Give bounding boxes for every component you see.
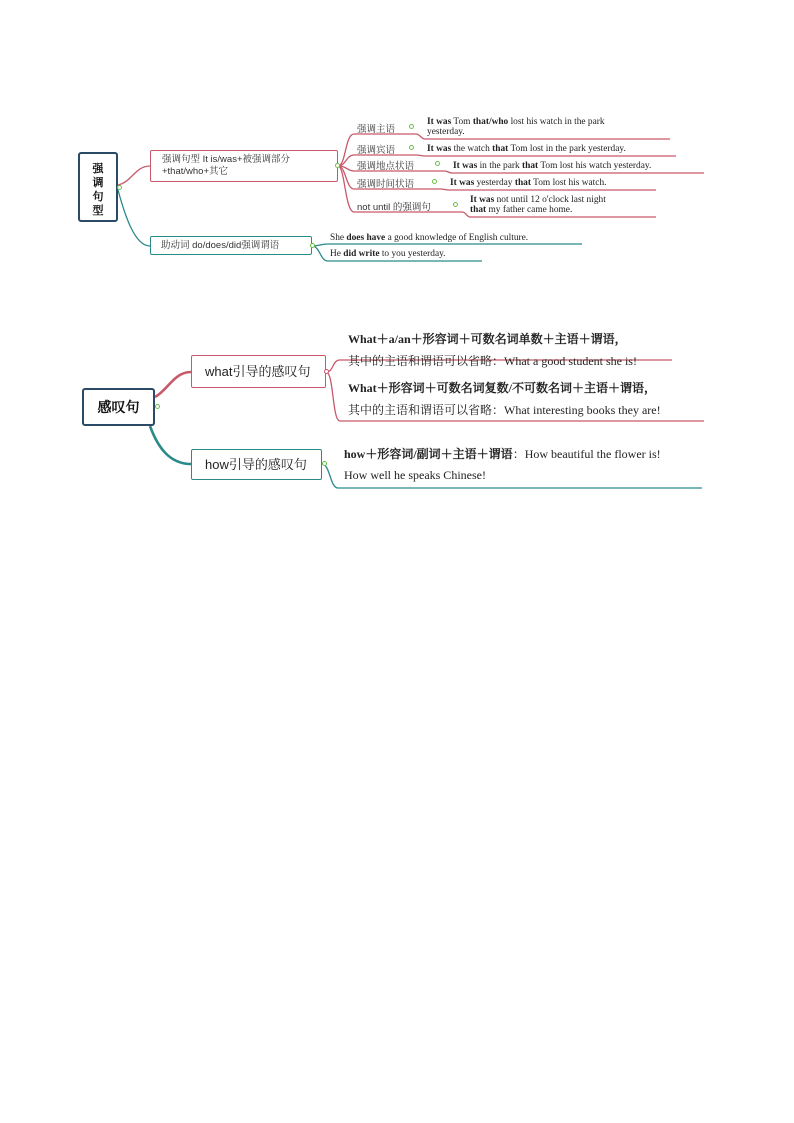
bold-keyword: how＋形容词/副词＋主语＋谓语 — [344, 447, 513, 461]
leaf-line — [330, 249, 446, 259]
text-run: Tom — [451, 117, 473, 127]
leaf-line — [427, 127, 605, 137]
leaf-line — [470, 195, 606, 205]
collapse-toggle-icon[interactable] — [324, 369, 329, 374]
root-node-exclamation[interactable] — [82, 388, 155, 426]
leaf-what-pattern-2 — [348, 377, 661, 421]
bold-keyword: that — [514, 178, 531, 188]
text-run: 其中的主语和谓语可以省略：What interesting books they are! — [348, 403, 661, 417]
text-run: 其中的主语和谓语可以省略：What a good student she is! — [348, 354, 637, 368]
collapse-toggle-icon[interactable] — [310, 243, 315, 248]
bold-keyword: What＋a/an＋形容词＋可数名词单数＋主语＋谓语， — [348, 332, 627, 346]
collapse-toggle-icon[interactable] — [335, 163, 340, 168]
collapse-toggle-icon[interactable] — [435, 161, 440, 166]
text-run: the watch — [451, 144, 493, 154]
bold-keyword: It was — [453, 161, 478, 171]
branch-auxiliary-emphasis[interactable] — [150, 236, 312, 255]
collapse-toggle-icon[interactable] — [432, 179, 437, 184]
leaf-line — [450, 178, 606, 188]
bold-keyword: that/who — [472, 117, 509, 127]
text-run: She — [330, 233, 347, 243]
leaf-auxiliary-example-1 — [330, 233, 528, 243]
item-label-subject[interactable]: 强调主语 — [357, 124, 396, 135]
root-char: 调 — [92, 177, 104, 189]
collapse-toggle-icon[interactable] — [409, 124, 414, 129]
root-label: 感叹句 — [97, 399, 140, 415]
root-char: 强 — [92, 163, 104, 175]
text-run: ：How beautiful the flower is! — [512, 447, 661, 461]
text-run: Tom lost his watch yesterday. — [538, 161, 652, 171]
leaf-place-example — [453, 161, 651, 171]
leaf-line — [330, 233, 528, 243]
leaf-line — [344, 465, 661, 486]
text-run: not until 12 o'clock last night — [494, 195, 606, 205]
root-char: 型 — [92, 205, 104, 217]
bold-keyword: did write — [343, 249, 380, 259]
leaf-subject-example — [427, 117, 605, 137]
leaf-time-example — [450, 178, 606, 188]
branch-what-exclamation[interactable] — [191, 355, 326, 388]
item-label-place-adverbial[interactable]: 强调地点状语 — [357, 161, 415, 172]
leaf-how-pattern — [344, 444, 661, 486]
leaf-line — [427, 144, 626, 154]
bold-keyword: What＋形容词＋可数名词复数/不可数名词＋主语＋谓语， — [348, 381, 657, 395]
leaf-line — [470, 205, 606, 215]
leaf-not-until-example — [470, 195, 606, 215]
bold-keyword: It was — [470, 195, 495, 205]
leaf-line — [348, 328, 637, 350]
root-char: 句 — [92, 191, 104, 203]
bold-keyword: It was — [427, 144, 452, 154]
connector-root-to-how — [150, 426, 191, 464]
bold-keyword: that — [470, 205, 487, 215]
bold-keyword: that — [522, 161, 539, 171]
text-run: Tom lost in the park yesterday. — [508, 144, 626, 154]
text-run: Tom lost his watch. — [531, 178, 607, 188]
branch-label: how引导的感叹句 — [205, 457, 307, 472]
leaf-line — [348, 377, 661, 399]
leaf-line — [453, 161, 651, 171]
connector-root-to-what — [155, 372, 191, 397]
branch-label: 助动词 do/does/did强调谓语 — [161, 240, 280, 251]
text-run: He — [330, 249, 344, 259]
collapse-toggle-icon[interactable] — [453, 202, 458, 207]
connector-root-to-auxiliary — [118, 190, 150, 246]
text-run: to you yesterday. — [379, 249, 446, 259]
bold-keyword: It was — [450, 178, 475, 188]
text-run: a good knowledge of English culture. — [385, 233, 529, 243]
leaf-object-example — [427, 144, 626, 154]
item-label-object[interactable]: 强调宾语 — [357, 145, 396, 156]
branch-label-line1: 强调句型 It is/was+被强调部分 — [162, 154, 290, 165]
collapse-toggle-icon[interactable] — [117, 185, 122, 190]
text-run: in the park — [477, 161, 523, 171]
text-run: lost his watch in the park — [508, 117, 605, 127]
leaf-line — [348, 350, 637, 372]
collapse-toggle-icon[interactable] — [322, 461, 327, 466]
leaf-line — [348, 399, 661, 421]
bold-keyword: It was — [427, 117, 452, 127]
branch-emphasis-structure[interactable] — [150, 150, 338, 182]
text-run: my father came home. — [486, 205, 573, 215]
leaf-line — [427, 117, 605, 127]
bold-keyword: does have — [346, 233, 386, 243]
root-node-emphasis-pattern[interactable] — [78, 152, 118, 222]
text-run: yesterday — [474, 178, 515, 188]
bold-keyword: that — [492, 144, 509, 154]
item-label-time-adverbial[interactable]: 强调时间状语 — [357, 179, 415, 190]
branch-how-exclamation[interactable] — [191, 449, 322, 480]
branch-label-line2: +that/who+其它 — [162, 166, 229, 177]
leaf-line — [344, 444, 661, 465]
text-run: How well he speaks Chinese! — [344, 468, 486, 482]
leaf-auxiliary-example-2 — [330, 249, 446, 259]
branch-label: what引导的感叹句 — [205, 364, 311, 379]
collapse-toggle-icon[interactable] — [409, 145, 414, 150]
leaf-what-pattern-1 — [348, 328, 637, 372]
text-run: yesterday. — [427, 127, 465, 137]
connector-root-to-emphasis — [118, 166, 150, 185]
collapse-toggle-icon[interactable] — [155, 404, 160, 409]
item-label-not-until[interactable]: not until 的强调句 — [357, 202, 431, 213]
